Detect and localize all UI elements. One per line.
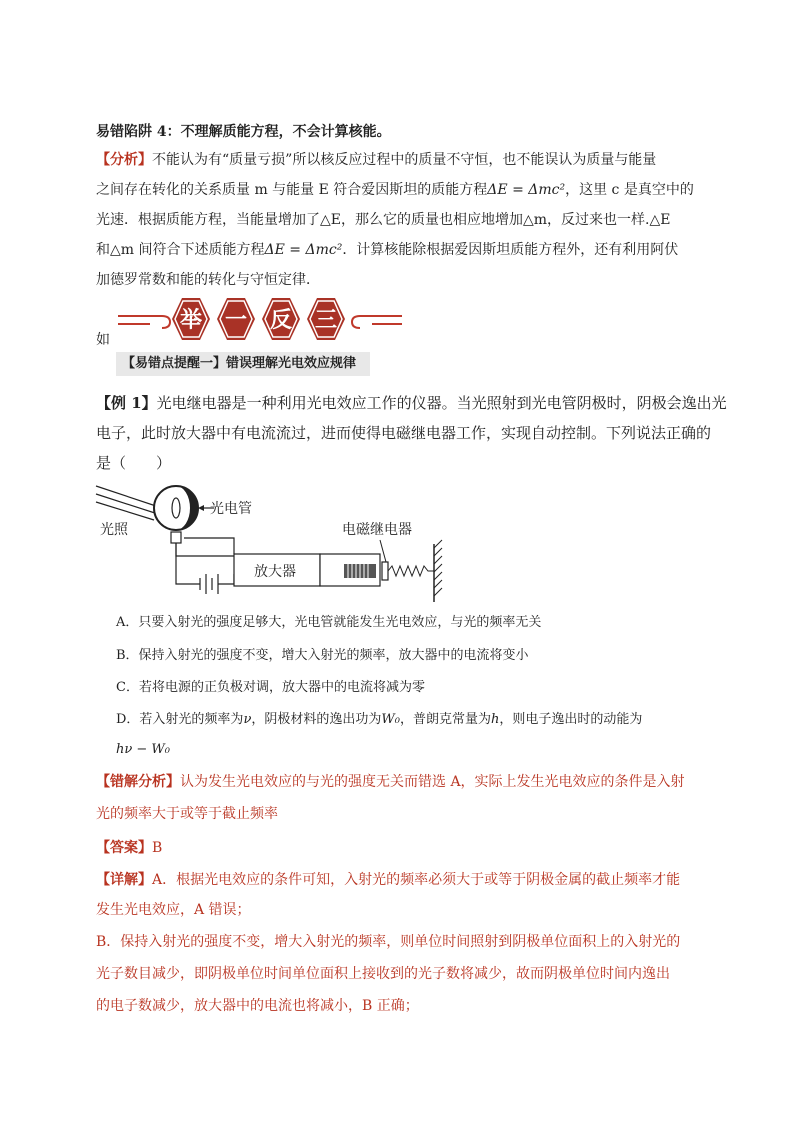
banner-char-3: 反 (270, 308, 293, 333)
answer-value: B (152, 840, 163, 856)
reminder-box (116, 352, 370, 376)
circuit-diagram (94, 478, 464, 606)
banner-char-2: 一 (225, 308, 248, 333)
option-d-formula: hν − W₀ (116, 742, 171, 757)
detail-line-4: 光子数目减少，即阴极单位时间单位面积上接收到的光子数将减少，故而阴极单位时间内逸出 (96, 966, 670, 982)
wall-hatching (434, 540, 442, 596)
option-b: B．保持入射光的强度不变，增大入射光的频率，放大器中的电流将变小 (116, 648, 529, 663)
detail-tag: 【详解】 (96, 872, 152, 888)
analysis-tag: 【分析】 (96, 152, 152, 168)
amplifier-label: 放大器 (254, 564, 296, 580)
detail-line-2: 发生光电效应，A 错误； (96, 902, 251, 918)
reminder-text: 【易错点提醒一】错误理解光电效应规律 (122, 356, 357, 371)
tube-label: 光电管 (210, 501, 252, 517)
banner-decoration-left (118, 316, 170, 328)
error-analysis-line-2: 光的频率大于或等于截止频率 (96, 806, 278, 822)
example-line-3: 是（ ） (96, 454, 172, 472)
error-analysis-line-1: 【错解分析】认为发生光电效应的与光的强度无关而错选 A，实际上发生光电效应的条件是入射 (96, 774, 685, 790)
spring (388, 566, 434, 576)
light-rays (96, 486, 162, 520)
relay-label: 电磁继电器 (342, 522, 412, 538)
analysis-line-4: 和△m 间符合下述质能方程ΔE = Δmc²．计算核能除根据爱因斯坦质能方程外，还有利用阿伏 (96, 242, 679, 258)
banner-jyfs (110, 292, 410, 350)
ru-char: 如 (96, 332, 110, 348)
example-line-1: 【例 1】光电继电器是一种利用光电效应工作的仪器。当光照射到光电管阴极时，阴极会逸出光 (96, 394, 727, 412)
analysis-line-3: 光速．根据质能方程，当能量增加了△E，那么它的质量也相应地增加△m，反过来也一样.△E (96, 212, 671, 228)
banner-char-4: 三 (315, 308, 338, 333)
armature (382, 562, 388, 580)
detail-line-3: B．保持入射光的强度不变，增大入射光的频率，则单位时间照射到阴极单位面积上的入射光的 (96, 934, 681, 950)
error-analysis-tag: 【错解分析】 (96, 774, 180, 790)
option-d: D．若入射光的频率为ν，阴极材料的逸出功为W₀，普朗克常量为h，则电子逸出时的动能为 (116, 712, 643, 727)
formula-mass-energy: ΔE = Δmc² (487, 182, 566, 198)
answer-tag: 【答案】 (96, 840, 152, 856)
formula-mass-energy-2: ΔE = Δmc² (264, 242, 343, 258)
trap-title: 易错陷阱 4：不理解质能方程，不会计算核能。 (96, 124, 391, 140)
banner-char-1: 举 (180, 308, 203, 333)
detail-line-5: 的电子数减少，放大器中的电流也将减小，B 正确； (96, 998, 419, 1014)
answer-line (96, 838, 162, 858)
analysis-line-1: 【分析】不能认为有“质量亏损”所以核反应过程中的质量不守恒，也不能误认为质量与能量 (96, 152, 657, 168)
detail-line-1: 【详解】A．根据光电效应的条件可知，入射光的频率必须大于或等于阴极金属的截止频率才能 (96, 872, 681, 888)
photocell-tube (154, 486, 198, 543)
option-c: C．若将电源的正负极对调，放大器中的电流将减为零 (116, 680, 425, 695)
circuit-wires (176, 538, 234, 594)
option-a: A．只要入射光的强度足够大，光电管就能发生光电效应，与光的频率无关 (116, 615, 542, 630)
analysis-line-5: 加德罗常数和能的转化与守恒定律． (96, 272, 320, 288)
light-label: 光照 (100, 522, 128, 538)
banner-decoration-right (352, 316, 402, 328)
relay-coil (344, 564, 376, 578)
analysis-line-2: 之间存在转化的关系质量 m 与能量 E 符合爱因斯坦的质能方程ΔE = Δmc²，这里 c 是真空中的 (96, 182, 694, 198)
example-line-2: 电子，此时放大器中有电流流过，进而使得电磁继电器工作，实现自动控制。下列说法正确的 (96, 424, 712, 442)
example-tag: 【例 1】 (96, 394, 157, 412)
